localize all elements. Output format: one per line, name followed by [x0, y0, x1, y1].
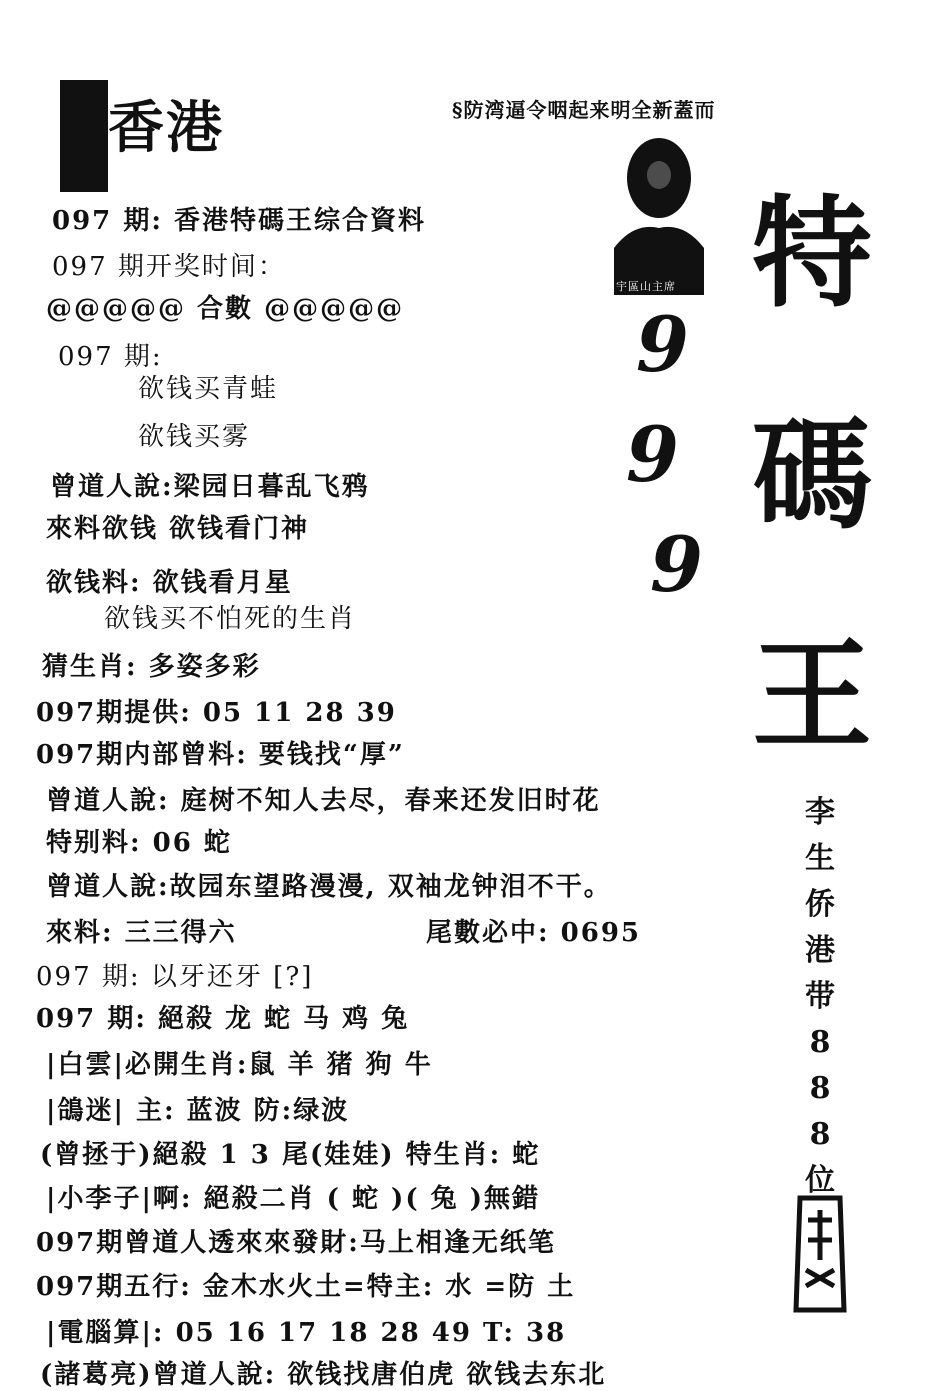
- nine-2: 9: [626, 410, 679, 499]
- line-buxiaosi: 欲钱买不怕死的生肖: [104, 604, 357, 634]
- line-heshu: @@@@@ 合數 @@@@@: [46, 294, 405, 324]
- line-draw-time: 097 期开奖时间：: [52, 252, 286, 282]
- side-char: 生: [805, 841, 835, 876]
- nine-3: 9: [650, 520, 703, 609]
- line-diannao: |電腦算|: 05 16 17 18 28 49 T: 38: [46, 1318, 567, 1348]
- side-char: 侨: [805, 887, 835, 922]
- line-xiaolizi: |小李子|啊: 絕殺二肖 ( 蛇 )( 兔 )無錯: [46, 1184, 541, 1214]
- side-char: 李: [805, 795, 835, 830]
- line-zengdaoren-3: 曾道人說:故园东望路漫漫, 双袖龙钟泪不干。: [46, 872, 612, 902]
- portrait-image: [604, 130, 714, 295]
- side-char: 港: [805, 933, 835, 968]
- line-zengdaoren-2: 曾道人說: 庭树不知人去尽，春来还发旧时花: [46, 786, 601, 816]
- big-title-char-2: 碼: [752, 405, 872, 546]
- line-facai: 097期曾道人透來來發財:马上相逢无纸笔: [36, 1228, 556, 1258]
- side-char: 8: [809, 1071, 831, 1106]
- line-zengzhengyu: (曾拯于)絕殺 1 3 尾(娃娃) 特生肖: 蛇: [40, 1140, 541, 1170]
- line-baiyun: |白雲|必開生肖:鼠 羊 猪 狗 牛: [46, 1050, 433, 1080]
- line-qingwa: 欲钱买青蛙: [138, 374, 279, 404]
- line-title: 097 期: 香港特碼王综合資料: [52, 206, 426, 236]
- big-title-char-1: 特: [752, 183, 872, 324]
- line-zhugeliang: (諸葛亮)曾道人說: 欲钱找唐伯虎 欲钱去东北: [40, 1360, 607, 1390]
- line-tebieliao: 特别料: 06 蛇: [46, 828, 232, 858]
- big-title-char-3: 王: [752, 625, 872, 766]
- line-wuxing: 097期五行: 金木水火土=特主: 水 =防 土: [36, 1272, 576, 1302]
- line-lailiao-1: 來料欲钱 欲钱看门神: [46, 514, 310, 544]
- side-char: 8: [809, 1025, 831, 1060]
- nine-1: 9: [636, 300, 689, 389]
- seal-stamp: [790, 1190, 850, 1320]
- line-jueshai: 097 期: 絕殺 龙 蛇 马 鸡 兔: [36, 1004, 410, 1034]
- portrait-caption: 宇區山主席: [616, 280, 676, 293]
- line-caishengxiao: 猜生肖: 多姿多彩: [42, 652, 261, 682]
- line-weishu: 尾數必中: 0695: [426, 918, 642, 948]
- line-zengdaoren-1: 曾道人說:梁园日暮乱飞鸦: [50, 472, 370, 502]
- side-char: 位: [805, 1163, 835, 1198]
- logo-mark: [60, 80, 108, 192]
- line-lailiao-2: 來料: 三三得六: [46, 918, 237, 948]
- line-wu: 欲钱买雾: [138, 422, 251, 452]
- side-char: 8: [809, 1117, 831, 1152]
- side-char: 带: [805, 979, 835, 1014]
- line-neibu: 097期内部曾料: 要钱找“厚”: [36, 740, 405, 770]
- line-tigong: 097期提供: 05 11 28 39: [36, 698, 397, 728]
- side-vertical-text: [800, 790, 840, 1204]
- line-yiyahuanya: 097 期: 以牙还牙 [?]: [36, 962, 314, 992]
- logo-title: 香港: [108, 95, 224, 161]
- line-gemi: |鴿迷| 主: 蓝波 防:绿波: [46, 1096, 350, 1126]
- line-period: 097 期:: [58, 342, 163, 372]
- top-note: §防湾逼令咽起来明全新蓋而: [452, 98, 716, 122]
- line-yuqianliao: 欲钱料: 欲钱看月星: [46, 568, 293, 598]
